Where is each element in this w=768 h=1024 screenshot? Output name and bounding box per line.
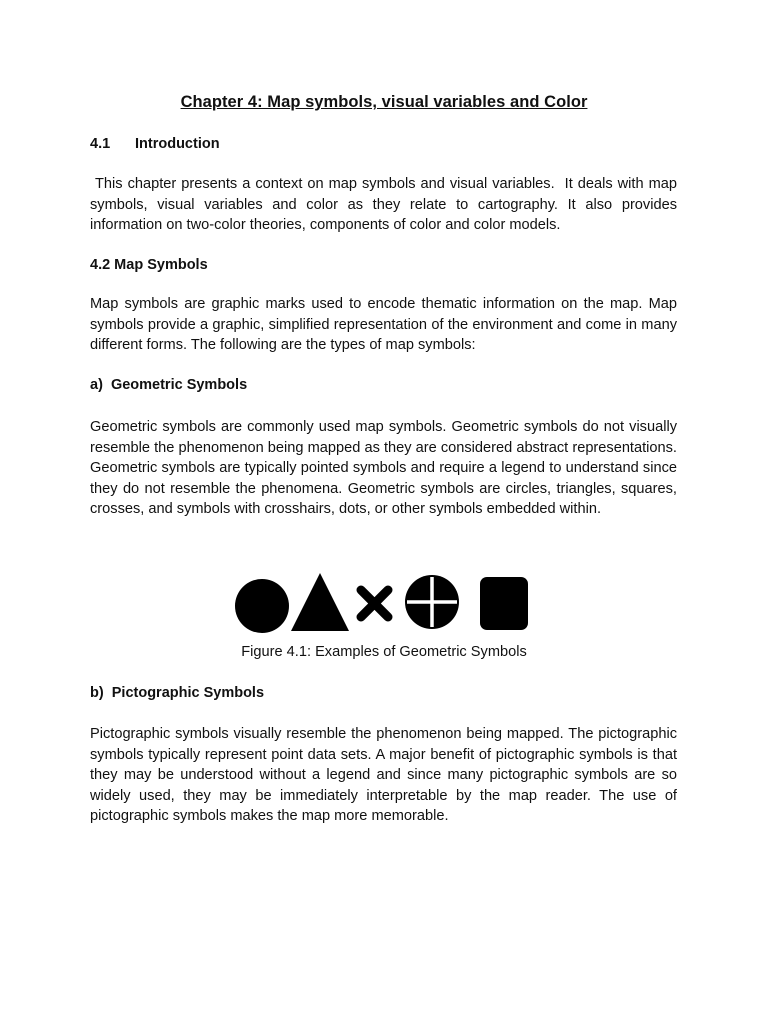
figure-caption: Figure 4.1: Examples of Geometric Symbols (241, 644, 527, 660)
square-icon (480, 577, 528, 630)
map-symbols-paragraph: Map symbols are graphic marks used to encode thematic information on the map. Map symbols provide a graphic, simplified representation of the environment and come in many different forms. The following are the types of map symbols: (90, 296, 677, 353)
section-number: 4.1 (90, 136, 111, 152)
circle-icon (235, 579, 289, 633)
section-heading-introduction (90, 136, 220, 152)
intro-paragraph: This chapter presents a context on map symbols and visual variables. It deals with map symbols, visual variables and color as they relate to cartography. It also provides information on two-color theories, components of color and color models. (90, 176, 682, 233)
section-title: Introduction (135, 136, 220, 152)
pictographic-symbols-paragraph: Pictographic symbols visually resemble the phenomenon being mapped. The pictographic symbols typically represent point data sets. A major benefit of pictographic symbols is that they may be understood without a legend and since many pictographic symbols are so widely used, they may be immediately interpretable by the map reader. The use of pictographic symbols makes the map more memorable. (90, 726, 677, 824)
chapter-title: Chapter 4: Map symbols, visual variables and Color (180, 93, 588, 111)
crosshair-circle-icon (405, 575, 459, 629)
geometric-symbols-paragraph: Geometric symbols are commonly used map symbols. Geometric symbols do not visually resemble the phenomenon being mapped as they are considered abstract representations. Geometric symbols are typically pointed symbols and require a legend to understand since they do not resemble the phenomena. Geometric symbols are circles, triangles, squares, crosses, and symbols with crosshairs, dots, or other symbols embedded within. (90, 419, 677, 517)
figure-geometric-symbols (234, 570, 534, 636)
subheading-geometric-symbols: a) Geometric Symbols (90, 377, 248, 393)
section-heading-map-symbols: 4.2 Map Symbols (90, 257, 208, 273)
cross-icon (361, 590, 388, 617)
subheading-pictographic-symbols: b) Pictographic Symbols (90, 685, 265, 701)
triangle-icon (291, 573, 349, 631)
